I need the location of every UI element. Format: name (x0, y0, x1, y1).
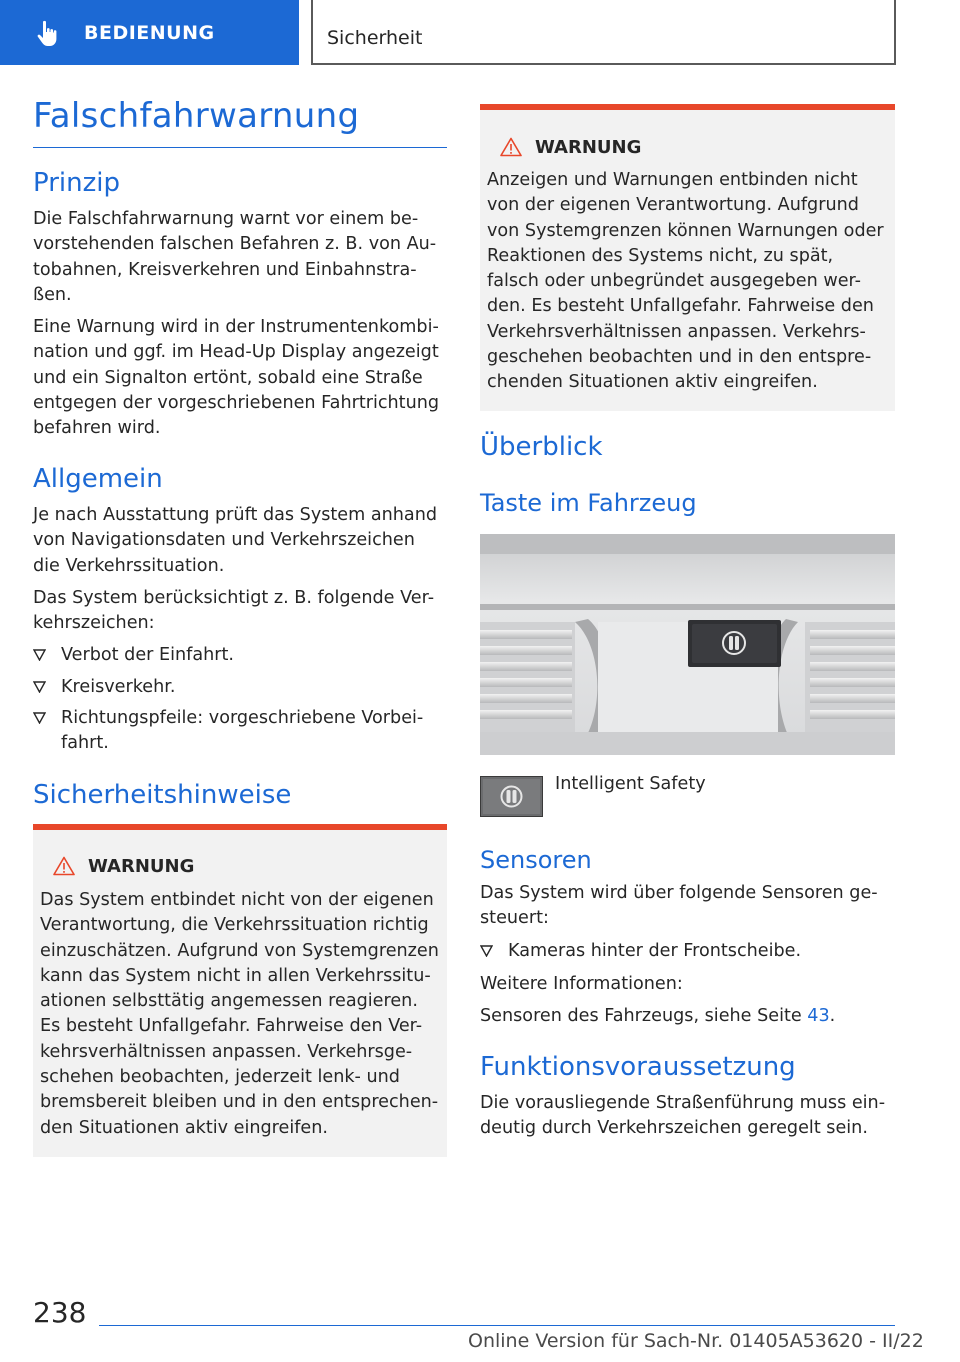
text-line: chenden Situationen aktiv eingreifen. (487, 372, 818, 393)
sensoren-paragraph-1 (480, 881, 878, 932)
prinzip-paragraph-2 (33, 315, 439, 441)
chapter-label: Sicherheit (327, 27, 423, 49)
heading-funktionsvoraussetzung: Funktionsvoraussetzung (480, 1052, 796, 1082)
text-line: befahren wird. (33, 418, 161, 439)
footer-divider (99, 1325, 895, 1326)
bullet-triangle-icon (33, 712, 46, 724)
heading-sicherheitshinweise: Sicherheitshinweise (33, 780, 292, 810)
text-line: ßen. (33, 284, 72, 305)
list-item (33, 675, 175, 700)
allgemein-paragraph-1 (33, 503, 437, 579)
text-line: geschehen beobachten und in den entspre- (487, 347, 872, 368)
list-item (33, 643, 234, 668)
bullet-triangle-icon (480, 945, 493, 957)
text-line: vorstehenden falschen Befahren z. B. von Au- (33, 234, 437, 255)
text-line: von der eigenen Verantwortung. Aufgrund (487, 195, 859, 216)
text-line: die Verkehrssituation. (33, 555, 225, 576)
funktion-paragraph (480, 1091, 885, 1142)
hand-pointer-icon (34, 18, 64, 48)
heading-prinzip: Prinzip (33, 168, 120, 198)
text-line: Eine Warnung wird in der Instrumentenkombi- (33, 317, 439, 337)
list-item-text: Richtungspfeile: vorgeschriebene Vorbei- (61, 708, 424, 728)
text-line: deutig durch Verkehrszeichen geregelt sein. (480, 1118, 868, 1139)
list-item-text: Kameras hinter der Frontscheibe. (508, 941, 802, 961)
text-line: Je nach Ausstattung prüft das System anhand (33, 505, 438, 525)
warning-title: WARNUNG (535, 137, 642, 158)
text-line: Die Falschfahrwarnung warnt vor einem be- (33, 209, 419, 229)
page-number: 238 (33, 1296, 87, 1329)
list-item (33, 706, 423, 757)
heading-taste: Taste im Fahrzeug (480, 489, 697, 517)
text-line: kann das System nicht in allen Verkehrssitu- (40, 965, 431, 986)
sensoren-paragraph-3 (480, 1004, 835, 1029)
text-line: Die vorausliegende Straßenführung muss ein- (480, 1093, 886, 1113)
text-line: schehen beobachten, jederzeit lenk- und (40, 1067, 400, 1088)
heading-sensoren: Sensoren (480, 846, 592, 874)
heading-allgemein: Allgemein (33, 464, 163, 494)
button-caption: Intelligent Safety (555, 774, 706, 794)
page-reference-link[interactable]: 43 (807, 1006, 830, 1026)
list-item-text: Verbot der Einfahrt. (61, 645, 234, 665)
text-line: Reaktionen des Systems nicht, zu spät, (487, 245, 834, 266)
warning-title: WARNUNG (88, 856, 195, 877)
warning-text (487, 168, 884, 396)
list-item-text: Kreisverkehr. (61, 677, 176, 697)
list-item-text: fahrt. (61, 733, 109, 754)
intelligent-safety-button-icon (480, 776, 543, 817)
text-line: kehrszeichen: (33, 613, 155, 634)
text-line: Es besteht Unfallgefahr. Fahrweise den Ver- (40, 1016, 423, 1037)
text-line: Verkehrsverhältnissen anpassen. Verkehrs- (487, 321, 866, 342)
title-divider (33, 147, 447, 148)
text-line: tobahnen, Kreisverkehren und Einbahnstra- (33, 259, 417, 280)
text-line: den Situationen aktiv eingreifen. (40, 1117, 329, 1138)
section-tab[interactable] (0, 0, 299, 65)
sensoren-paragraph-2: Weitere Informationen: (480, 974, 683, 994)
text-line: Das System entbindet nicht von der eigenen (40, 890, 434, 910)
text-line: Das System berücksichtigt z. B. folgende Ver- (33, 588, 435, 608)
warning-text (40, 888, 439, 1141)
warning-box-right (480, 104, 895, 411)
section-label: BEDIENUNG (84, 21, 215, 44)
text-line: von Navigationsdaten und Verkehrszeichen (33, 530, 415, 551)
text-line: von Systemgrenzen können Warnungen oder (487, 220, 884, 241)
prinzip-paragraph-1 (33, 207, 436, 308)
text-line: Das System wird über folgende Sensoren ge- (480, 883, 878, 903)
text-line: bremsbereit bleiben und in den entsprechen- (40, 1092, 439, 1113)
warning-triangle-icon (53, 856, 75, 876)
text-line: Anzeigen und Warnungen entbinden nicht (487, 170, 858, 190)
warning-triangle-icon (500, 137, 522, 157)
text-line: ationen selbsttätig angemessen reagieren. (40, 991, 418, 1012)
page-title: Falschfahrwarnung (33, 96, 360, 136)
vehicle-button-photo (480, 534, 895, 755)
chapter-header (311, 0, 896, 65)
allgemein-paragraph-2 (33, 586, 434, 637)
bullet-triangle-icon (33, 681, 46, 693)
text-line: und ein Signalton ertönt, sobald eine Straße (33, 367, 423, 388)
text-line: Verantwortung, die Verkehrssituation richtig (40, 915, 429, 936)
text-line: kehrsverhältnissen anpassen. Verkehrsge- (40, 1041, 413, 1062)
warning-box-left (33, 824, 447, 1157)
text-line: einzuschätzen. Aufgrund von Systemgrenzen (40, 940, 439, 961)
bullet-triangle-icon (33, 649, 46, 661)
heading-ueberblick: Überblick (480, 432, 603, 462)
text-line: . (829, 1006, 836, 1026)
text-line: nation und ggf. im Head-Up Display angezeigt (33, 342, 439, 363)
text-line: falsch oder unbegründet ausgegeben wer- (487, 271, 861, 292)
list-item (480, 939, 801, 964)
text-line: Sensoren des Fahrzeugs, siehe Seite (480, 1006, 808, 1026)
text-line: entgegen der vorgeschriebenen Fahrtrichtung (33, 392, 440, 413)
text-line: steuert: (480, 908, 549, 929)
footer-text: Online Version für Sach-Nr. 01405A53620 - II/22 (468, 1330, 924, 1352)
text-line: den. Es besteht Unfallgefahr. Fahrweise den (487, 296, 874, 317)
